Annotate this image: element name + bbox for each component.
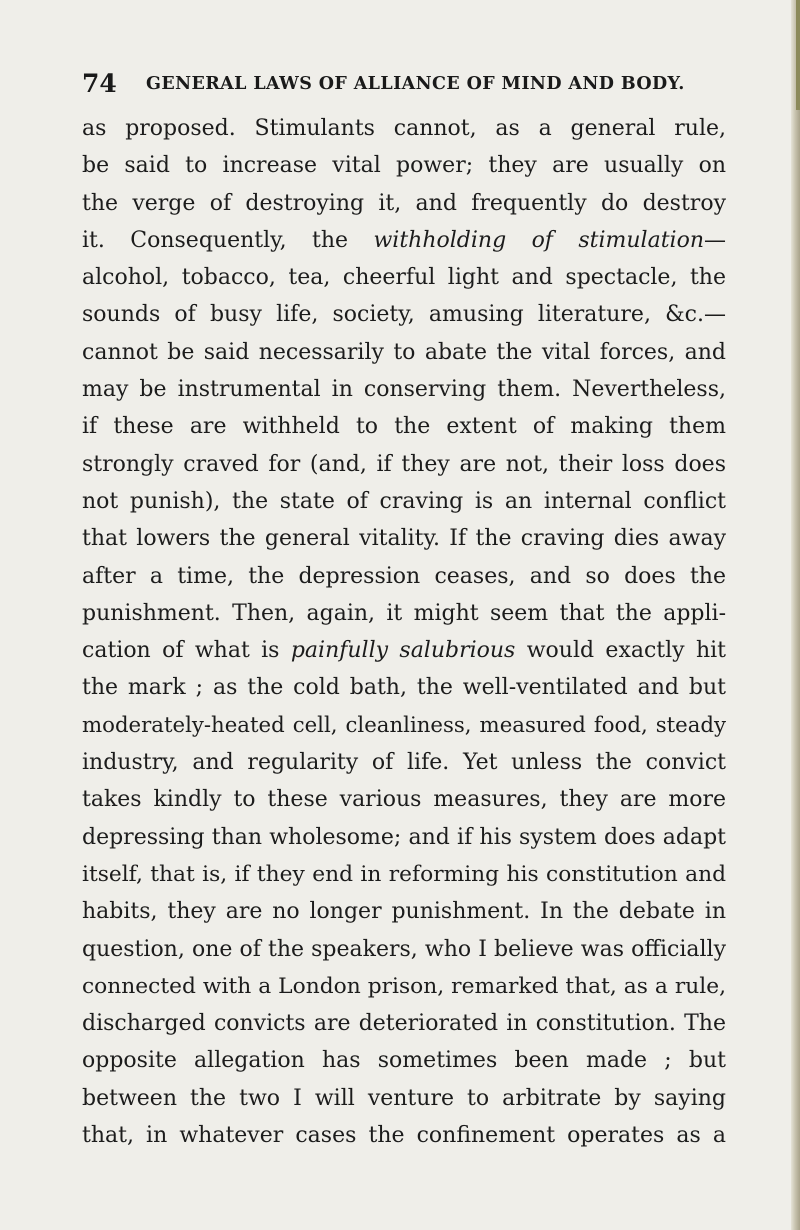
text-line: if these are withheld to the extent of making them xyxy=(82,414,726,440)
running-header xyxy=(82,66,722,102)
text-line: connected with a London prison, remarked that, as a rule, xyxy=(82,973,726,999)
text-line: itself, that is, if they end in reforming his constitution and xyxy=(82,861,726,887)
page-number: 74 xyxy=(82,69,117,98)
text-line: between the two I will venture to arbitrate by saying xyxy=(82,1085,726,1111)
text-line: may be instrumental in conserving them. Nevertheless, xyxy=(82,377,726,403)
body-text xyxy=(82,110,726,1154)
text-line: punishment. Then, again, it might seem that the appli- xyxy=(82,600,726,626)
italic-phrase: withholding of stimulation xyxy=(373,227,704,253)
text-line: the verge of destroying it, and frequently do destroy xyxy=(82,190,726,216)
text-line: takes kindly to these various measures, they are more xyxy=(82,787,726,813)
text-line: alcohol, tobacco, tea, cheerful light and spectacle, the xyxy=(82,265,726,291)
text-line: opposite allegation has sometimes been made ; but xyxy=(82,1048,726,1074)
text-line: it. Consequently, the withholding of stimulation— xyxy=(82,227,726,253)
text-line: sounds of busy life, society, amusing literature, &c.— xyxy=(82,302,726,328)
text-line: that, in whatever cases the confinement operates as a xyxy=(82,1123,726,1149)
text-line: after a time, the depression ceases, and so does the xyxy=(82,563,726,589)
text-line: not punish), the state of craving is an internal conflict xyxy=(82,488,726,514)
page-edge xyxy=(791,0,800,1230)
text-line: as proposed. Stimulants cannot, as a general rule, xyxy=(82,116,726,141)
text-line: habits, they are no longer punishment. In the debate in xyxy=(82,899,726,925)
running-title: GENERAL LAWS OF ALLIANCE OF MIND AND BODY. xyxy=(146,74,685,94)
text-line: moderately-heated cell, cleanliness, measured food, steady xyxy=(82,712,726,738)
italic-phrase: painfully salubrious xyxy=(290,638,516,664)
text-line: cannot be said necessarily to abate the vital forces, and xyxy=(82,339,726,365)
text-line: that lowers the general vitality. If the craving dies away xyxy=(82,526,726,552)
text-line: strongly craved for (and, if they are not, their loss does xyxy=(82,451,726,477)
text-line: the mark ; as the cold bath, the well-ventilated and but xyxy=(82,675,726,701)
text-line: question, one of the speakers, who I believe was officially xyxy=(82,936,726,962)
text-line: discharged convicts are deteriorated in constitution. The xyxy=(82,1011,726,1037)
text-line: be said to increase vital power; they are usually on xyxy=(82,153,726,179)
text-line: cation of what is painfully salubrious would exactly hit xyxy=(82,638,726,664)
text-line: depressing than wholesome; and if his system does adapt xyxy=(82,824,726,850)
text-line: industry, and regularity of life. Yet unless the convict xyxy=(82,750,726,776)
